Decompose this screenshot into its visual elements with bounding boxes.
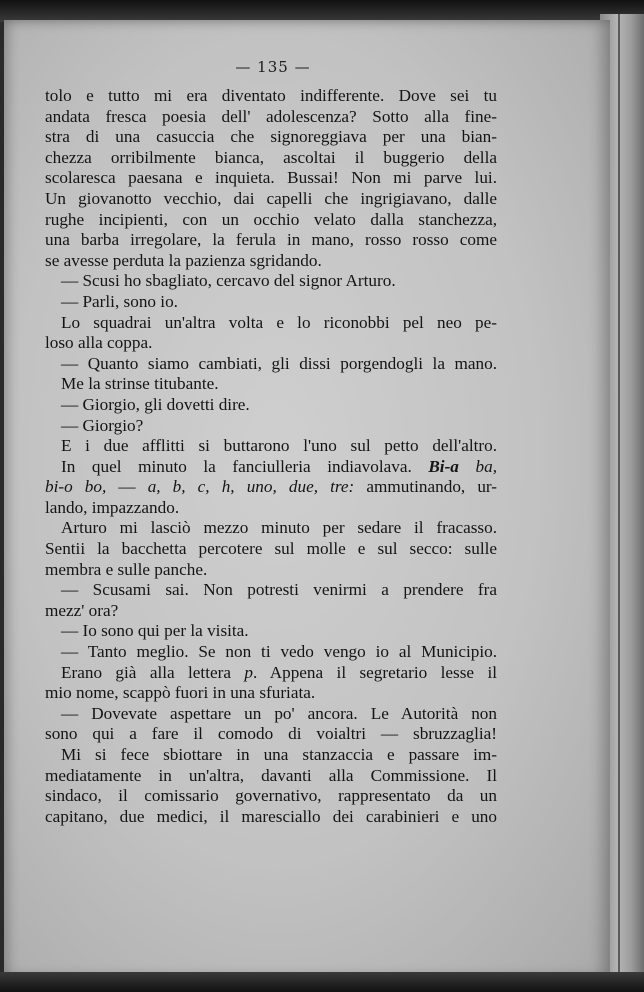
text-line: se avesse perduta la pazienza sgridando. bbox=[45, 250, 322, 270]
text-line: membra e sulle panche. bbox=[45, 559, 208, 579]
text-line: — Tanto meglio. Se non ti vedo vengo io al Municipio. bbox=[61, 642, 497, 662]
text-line: sindaco, il comissario governativo, rappresentato da un bbox=[45, 786, 497, 806]
page-number: — 135 — bbox=[235, 58, 311, 76]
text-line: chezza orribilmente bianca, ascoltai il buggerio della bbox=[45, 147, 497, 167]
text-line: una barba irregolare, la ferula in mano, rosso rosso come bbox=[45, 230, 497, 250]
text-line: Me la strinse titubante. bbox=[61, 374, 219, 394]
text-line: Lo squadrai un'altra volta e lo riconobbi pel neo pe- bbox=[61, 312, 497, 332]
text-line: — Dovevate aspettare un po' ancora. Le Autorità non bbox=[61, 703, 497, 723]
text-line: Mi si fece sbiottare in una stanzaccia e passare im- bbox=[61, 745, 497, 764]
scan-bottom-border bbox=[0, 972, 644, 992]
text-line: E i due afflitti si buttarono l'uno sul petto dell'altro. bbox=[61, 436, 497, 456]
text-line: — Parli, sono io. bbox=[61, 291, 178, 311]
text-line: Arturo mi lasciò mezzo minuto per sedare il fracasso. bbox=[61, 518, 497, 538]
text-line: stra di una casuccia che signoreggiava per una bian- bbox=[45, 127, 497, 147]
text-line: Erano già alla lettera p. Appena il segretario lesse il bbox=[61, 662, 497, 682]
text-line: andata fresca poesia dell' adolescenza? Sotto alla fine- bbox=[45, 106, 497, 126]
text-line: rughe incipienti, con un occhio velato dalla stanchezza, bbox=[45, 209, 497, 229]
text-line: Un giovanotto vecchio, dai capelli che ingrigiavano, dalle bbox=[45, 188, 497, 208]
text-line: mezz' ora? bbox=[45, 600, 119, 620]
scan-top-border bbox=[0, 0, 644, 22]
text-line: — Giorgio, gli dovetti dire. bbox=[61, 394, 250, 414]
text-line: — Quanto siamo cambiati, gli dissi porgendogli la mano. bbox=[61, 353, 497, 373]
text-line: — Io sono qui per la visita. bbox=[61, 621, 249, 641]
text-line: scolaresca paesana e inquieta. Bussai! Non mi parve lui. bbox=[45, 168, 497, 188]
text-line: mio nome, scappò fuori in una sfuriata. bbox=[45, 683, 316, 703]
text-line: — Scusami sai. Non potresti venirmi a prendere fra bbox=[61, 580, 497, 600]
text-line: lando, impazzando. bbox=[45, 497, 180, 517]
text-line: tolo e tutto mi era diventato indifferente. Dove sei tu bbox=[45, 86, 497, 105]
text-line: sono qui a fare il comodo di voialtri — sbruzzaglia! bbox=[45, 724, 497, 744]
text-line: capitano, due medici, il maresciallo dei carabinieri e uno bbox=[45, 806, 497, 826]
text-line: Sentii la bacchetta percotere sul molle e sul secco: sulle bbox=[45, 539, 497, 559]
body-text bbox=[45, 86, 497, 827]
text-line: In quel minuto la fanciulleria indiavolava. Bi-a ba, bbox=[61, 456, 497, 476]
text-line: bi-o bo, — a, b, c, h, uno, due, tre: ammutinando, ur- bbox=[45, 477, 498, 497]
text-line: — Giorgio? bbox=[61, 415, 144, 435]
text-line: mediatamente in un'altra, davanti alla Commissione. Il bbox=[45, 765, 497, 785]
text-line: — Scusi ho sbagliato, cercavo del signor Arturo. bbox=[61, 271, 396, 291]
text-line: loso alla coppa. bbox=[45, 333, 153, 353]
